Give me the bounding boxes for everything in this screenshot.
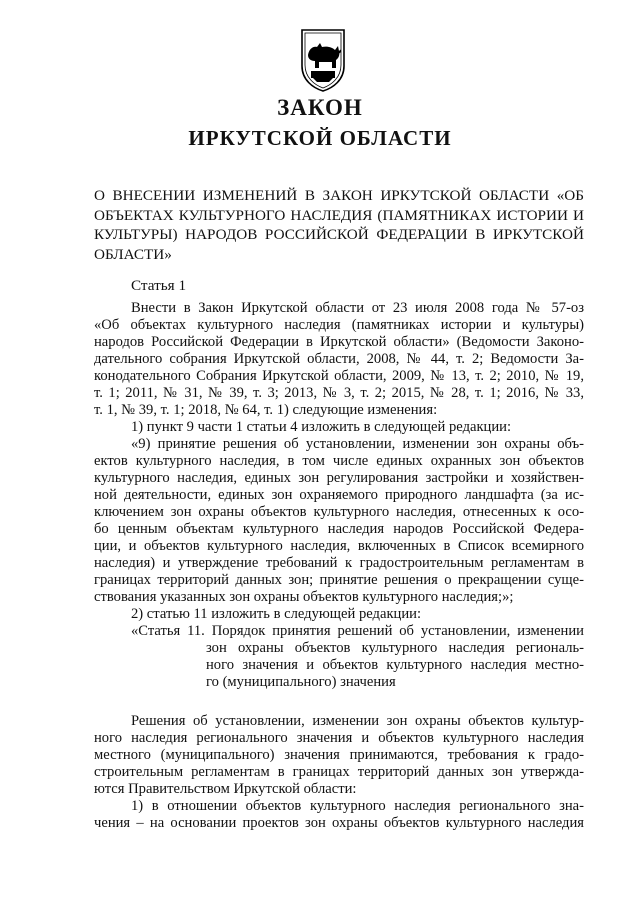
quote-line: ции, и объектов культурного наследия, включенных в Список всемирного — [94, 538, 584, 554]
document-title — [94, 186, 584, 264]
article-label: Статья 1 — [131, 277, 187, 294]
paragraph-line: «Об объектах культурного наследия (памятниках истории и культуры) — [94, 317, 584, 333]
quote-line: наследия) и утверждение требований к градостроительным регламентам в — [94, 555, 584, 571]
paragraph-line: дательного собрания Иркутской области, 2008, № 44, т. 2; Ведомости За- — [94, 351, 584, 367]
quote-line: ектов культурного наследия, в том числе единых охранных зон объектов — [94, 453, 584, 469]
paragraph-line: конодательного Собрания Иркутской области, 2009, № 13, т. 2; 2010, № 19, — [94, 368, 584, 384]
quote-line: границах территорий данных зон; принятие решения о прекращении суще- — [94, 572, 584, 588]
law-heading-line2: ИРКУТСКОЙ ОБЛАСТИ — [188, 126, 452, 150]
paragraph-line: Решения об установлении, изменении зон охраны объектов культур- — [131, 713, 584, 729]
quote-line: «9) принятие решения об установлении, изменении зон охраны объ- — [131, 436, 584, 452]
title-line: ОБЛАСТИ» — [94, 245, 172, 263]
article11-heading: «Статья 11. Порядок принятия решений об установлении, изменении — [131, 623, 584, 639]
irkutsk-coat-of-arms-icon — [299, 28, 347, 92]
paragraph-line: Внести в Закон Иркутской области от 23 июля 2008 года № 57-оз — [131, 300, 584, 316]
article11-heading-cont — [94, 640, 584, 691]
law-heading-line1: ЗАКОН — [277, 95, 363, 120]
list-item: 1) пункт 9 части 1 статьи 4 изложить в следующей редакции: — [131, 419, 512, 435]
quote-line: бо ценным объектам культурного наследия народов Российской Федера- — [94, 521, 584, 537]
paragraph-line: строительным регламентам в границах территорий данных зон утвержда- — [94, 764, 584, 780]
title-line: КУЛЬТУРЫ) НАРОДОВ РОССИЙСКОЙ ФЕДЕРАЦИИ В ИРКУТСКОЙ — [94, 226, 584, 243]
paragraph-line: т. 1, № 39, т. 1; 2018, № 64, т. 1) следующие изменения: — [94, 402, 438, 418]
quote-line: ключением зон охраны объектов культурного наследия, отнесенных к осо- — [94, 504, 584, 520]
list-item: чения – на основании проектов зон охраны объектов культурного наследия — [94, 815, 584, 831]
article11-heading-line: го (муниципального) значения — [206, 674, 396, 690]
list-item: 1) в отношении объектов культурного наследия регионального зна- — [131, 798, 584, 814]
paragraph-line: т. 1; 2011, № 31, № 39, т. 3; 2013, № 3, т. 2; 2015, № 28, т. 1; 2016, № 33, — [94, 385, 584, 401]
law-header — [0, 93, 640, 153]
paragraph-line: ного наследия регионального значения и объектов культурного наследия — [94, 730, 584, 746]
article11-heading-line: ного значения и объектов культурного наследия местно- — [206, 657, 584, 673]
spacer — [94, 691, 584, 713]
document-body — [94, 300, 584, 832]
paragraph-line: ются Правительством Иркутской области: — [94, 781, 357, 797]
title-line: ОБЪЕКТАХ КУЛЬТУРНОГО НАСЛЕДИЯ (ПАМЯТНИКАХ ИСТОРИИ И — [94, 206, 584, 224]
quote-line: культурного наследия, единых зон регулирования застройки и хозяйствен- — [94, 470, 584, 486]
paragraph-line: местного (муниципального) значения принимаются, требования к градо- — [94, 747, 584, 763]
list-item: 2) статью 11 изложить в следующей редакции: — [131, 606, 422, 622]
quote-line: ной деятельности, единых зон охраняемого природного ландшафта (за ис- — [94, 487, 584, 503]
article11-heading-line: зон охраны объектов культурного наследия региональ- — [206, 640, 584, 656]
title-line: О ВНЕСЕНИИ ИЗМЕНЕНИЙ В ЗАКОН ИРКУТСКОЙ ОБЛАСТИ «ОБ — [94, 187, 584, 204]
paragraph-line: народов Российской Федерации в Иркутской области» (Ведомости Законо- — [94, 334, 584, 350]
quote-line: ствования указанных зон охраны объектов культурного наследия;»; — [94, 589, 514, 605]
